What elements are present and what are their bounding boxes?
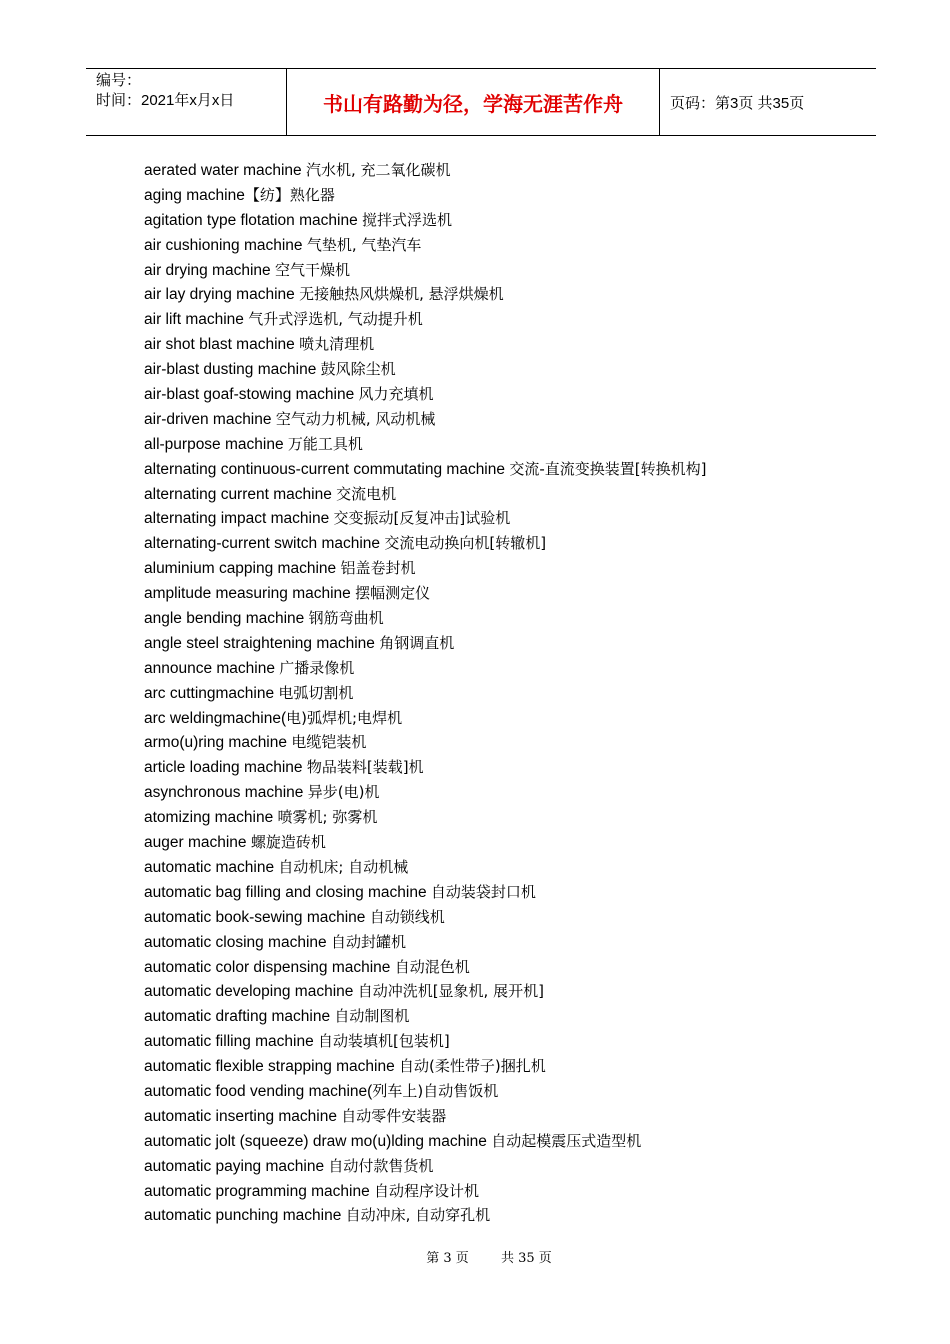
entry-english-term: aging machine [144, 186, 245, 204]
glossary-entry [144, 681, 706, 706]
glossary-entry [144, 706, 706, 731]
entry-english-term: aerated water machine [144, 162, 306, 179]
glossary-entry [144, 1129, 706, 1154]
glossary-entry [144, 805, 706, 830]
entry-english-term: automatic machine [144, 858, 279, 876]
entry-english-term: automatic book-sewing machine [144, 908, 370, 926]
entry-chinese-translation: 电)弧焊机;电焊机 [286, 708, 403, 727]
entry-english-term: air shot blast machine [144, 336, 300, 354]
entry-english-term: air lift machine [144, 311, 249, 329]
glossary-entry [144, 1054, 706, 1079]
motto: 书山有路勤为径，学海无涯苦作舟 [287, 69, 660, 135]
glossary-entry [144, 258, 706, 283]
entry-chinese-translation: 列车上)自动售饭机 [372, 1081, 499, 1100]
glossary-entry [144, 506, 706, 531]
entry-chinese-translation: 无接触热风烘燥机, 悬浮烘燥机 [299, 285, 504, 304]
glossary-entry [144, 432, 706, 457]
glossary-entry [144, 606, 706, 631]
number-label: 编号： [96, 72, 142, 89]
glossary-entry [144, 1104, 706, 1129]
entry-chinese-translation: 自动付款售货机 [328, 1156, 434, 1175]
glossary-entry [144, 656, 706, 681]
entry-chinese-translation: 自动起模震压式造型机 [491, 1131, 642, 1150]
entry-english-term: all-purpose machine [144, 435, 288, 453]
glossary-entry [144, 457, 706, 482]
glossary-entry [144, 282, 706, 307]
entry-chinese-translation: 喷丸清理机 [299, 335, 375, 354]
entry-chinese-translation: 螺旋造砖机 [250, 833, 326, 852]
glossary-entry [144, 631, 706, 656]
entry-chinese-translation: 电弧切割机 [278, 683, 354, 702]
entry-chinese-translation: 铝盖卷封机 [340, 559, 416, 578]
glossary-entry [144, 855, 706, 880]
glossary-entry [144, 780, 706, 805]
entry-english-term: agitation type flotation machine [144, 211, 362, 229]
entry-english-term: automatic color dispensing machine [144, 958, 395, 976]
entry-chinese-translation: 交变振动[反复冲击]试验机 [333, 509, 511, 528]
glossary-entry [144, 1029, 706, 1054]
glossary-entry [144, 158, 706, 183]
glossary-entry [144, 955, 706, 980]
glossary-entry [144, 233, 706, 258]
entry-english-term: alternating impact machine [144, 510, 334, 528]
entry-english-term: automatic flexible strapping machine [144, 1058, 400, 1076]
entry-english-term: alternating current machine [144, 485, 337, 503]
entry-chinese-translation: 空气干燥机 [274, 260, 350, 279]
entry-english-term: air lay drying machine [144, 286, 300, 304]
entry-english-term: alternating continuous-current commutating machine [144, 460, 510, 478]
entry-chinese-translation: 喷雾机; 弥雾机 [277, 808, 378, 827]
glossary-entry [144, 1004, 706, 1029]
entry-english-term: automatic closing machine [144, 933, 331, 951]
entry-chinese-translation: 风力充填机 [358, 385, 434, 404]
glossary-entry [144, 407, 706, 432]
glossary-entry [144, 332, 706, 357]
footer-page-number: 第 3 页 [426, 1251, 469, 1266]
entry-english-term: air drying machine [144, 261, 275, 279]
glossary-entry [144, 1203, 706, 1228]
entry-chinese-translation: 钢筋弯曲机 [308, 609, 384, 628]
entry-chinese-translation: 角钢调直机 [379, 633, 455, 652]
entry-chinese-translation: 自动零件安装器 [341, 1106, 447, 1125]
entry-english-term: air-blast goaf-stowing machine [144, 386, 359, 404]
glossary-entry [144, 905, 706, 930]
entry-chinese-translation: 空气动力机械, 风动机械 [275, 409, 436, 428]
entry-chinese-translation: 汽水机, 充二氧化碳机 [305, 161, 451, 179]
entry-chinese-translation: 鼓风除尘机 [320, 360, 396, 379]
glossary-list [144, 158, 706, 1228]
entry-english-term: announce machine [144, 659, 280, 677]
entry-chinese-translation: 自动制图机 [334, 1007, 410, 1026]
entry-english-term: air cushioning machine [144, 236, 307, 254]
entry-english-term: atomizing machine [144, 809, 278, 827]
glossary-entry [144, 1079, 706, 1104]
entry-english-term: article loading machine [144, 759, 307, 777]
entry-english-term: auger machine [144, 834, 251, 852]
entry-english-term: angle steel straightening machine [144, 634, 380, 652]
entry-chinese-translation: 自动(柔性带子)捆扎机 [399, 1057, 546, 1076]
entry-english-term: automatic programming machine [144, 1182, 375, 1200]
entry-english-term: angle bending machine [144, 610, 309, 628]
entry-english-term: air-blast dusting machine [144, 361, 321, 379]
glossary-entry [144, 482, 706, 507]
entry-chinese-translation: 自动装袋封口机 [430, 882, 536, 901]
glossary-entry [144, 930, 706, 955]
glossary-entry [144, 208, 706, 233]
entry-chinese-translation: 气垫机, 气垫汽车 [306, 235, 422, 254]
entry-english-term: automatic punching machine [144, 1207, 346, 1225]
entry-chinese-translation: 自动封罐机 [330, 932, 406, 951]
glossary-entry [144, 307, 706, 332]
entry-english-term: automatic developing machine [144, 983, 358, 1001]
entry-english-term: arc cuttingmachine [144, 684, 279, 702]
entry-english-term: automatic bag filling and closing machine [144, 883, 431, 901]
glossary-entry [144, 357, 706, 382]
page-header [86, 68, 876, 136]
entry-chinese-translation: 搅拌式浮选机 [362, 210, 453, 229]
entry-english-term: automatic paying machine [144, 1157, 329, 1175]
entry-chinese-translation: 广播录像机 [279, 658, 355, 677]
entry-english-term: automatic jolt (squeeze) draw mo(u)lding machine [144, 1132, 492, 1150]
glossary-entry [144, 880, 706, 905]
glossary-entry [144, 755, 706, 780]
glossary-entry [144, 581, 706, 606]
entry-chinese-translation: 交流-直流变换装置[转换机构] [509, 459, 707, 478]
entry-chinese-translation: 【纺】熟化器 [244, 185, 335, 204]
entry-chinese-translation: 自动冲洗机[显象机, 展开机] [357, 982, 544, 1001]
entry-english-term: automatic drafting machine [144, 1008, 335, 1026]
glossary-entry [144, 183, 706, 208]
entry-chinese-translation: 气升式浮选机, 气动提升机 [248, 310, 423, 329]
glossary-entry [144, 556, 706, 581]
entry-chinese-translation: 自动机床; 自动机械 [278, 857, 409, 876]
glossary-entry [144, 730, 706, 755]
entry-chinese-translation: 自动锁线机 [369, 907, 445, 926]
glossary-entry [144, 1179, 706, 1204]
entry-english-term: automatic filling machine [144, 1033, 319, 1051]
entry-chinese-translation: 摆幅测定仪 [355, 584, 431, 603]
glossary-entry [144, 531, 706, 556]
entry-english-term: amplitude measuring machine [144, 585, 356, 603]
page-footer [0, 1247, 950, 1266]
entry-english-term: air-driven machine [144, 410, 276, 428]
entry-english-term: arc weldingmachine( [144, 709, 287, 727]
footer-total-pages: 共 35 页 [500, 1251, 552, 1266]
entry-english-term: automatic food vending machine( [144, 1082, 373, 1100]
entry-chinese-translation: 交流电机 [336, 484, 397, 503]
entry-english-term: automatic inserting machine [144, 1107, 342, 1125]
time-label: 时间：2021年x月x日 [96, 92, 235, 109]
glossary-entry [144, 979, 706, 1004]
glossary-entry [144, 382, 706, 407]
entry-english-term: asynchronous machine [144, 784, 308, 802]
entry-english-term: aluminium capping machine [144, 560, 341, 578]
entry-chinese-translation: 物品装料[装载]机 [306, 758, 424, 777]
entry-chinese-translation: 电缆铠装机 [291, 733, 367, 752]
glossary-entry [144, 830, 706, 855]
entry-chinese-translation: 自动冲床, 自动穿孔机 [345, 1206, 491, 1225]
entry-english-term: alternating-current switch machine [144, 535, 385, 553]
entry-chinese-translation: 交流电动换向机[转辙机] [384, 534, 547, 553]
glossary-entry [144, 1154, 706, 1179]
entry-english-term: armo(u)ring machine [144, 734, 292, 752]
entry-chinese-translation: 自动装填机[包装机] [318, 1032, 450, 1051]
entry-chinese-translation: 万能工具机 [287, 434, 363, 453]
header-meta [86, 69, 287, 135]
page-label: 页码：第3页 共35页 [670, 94, 805, 112]
entry-chinese-translation: 异步(电)机 [307, 783, 380, 802]
entry-chinese-translation: 自动混色机 [394, 957, 470, 976]
entry-chinese-translation: 自动程序设计机 [374, 1181, 480, 1200]
